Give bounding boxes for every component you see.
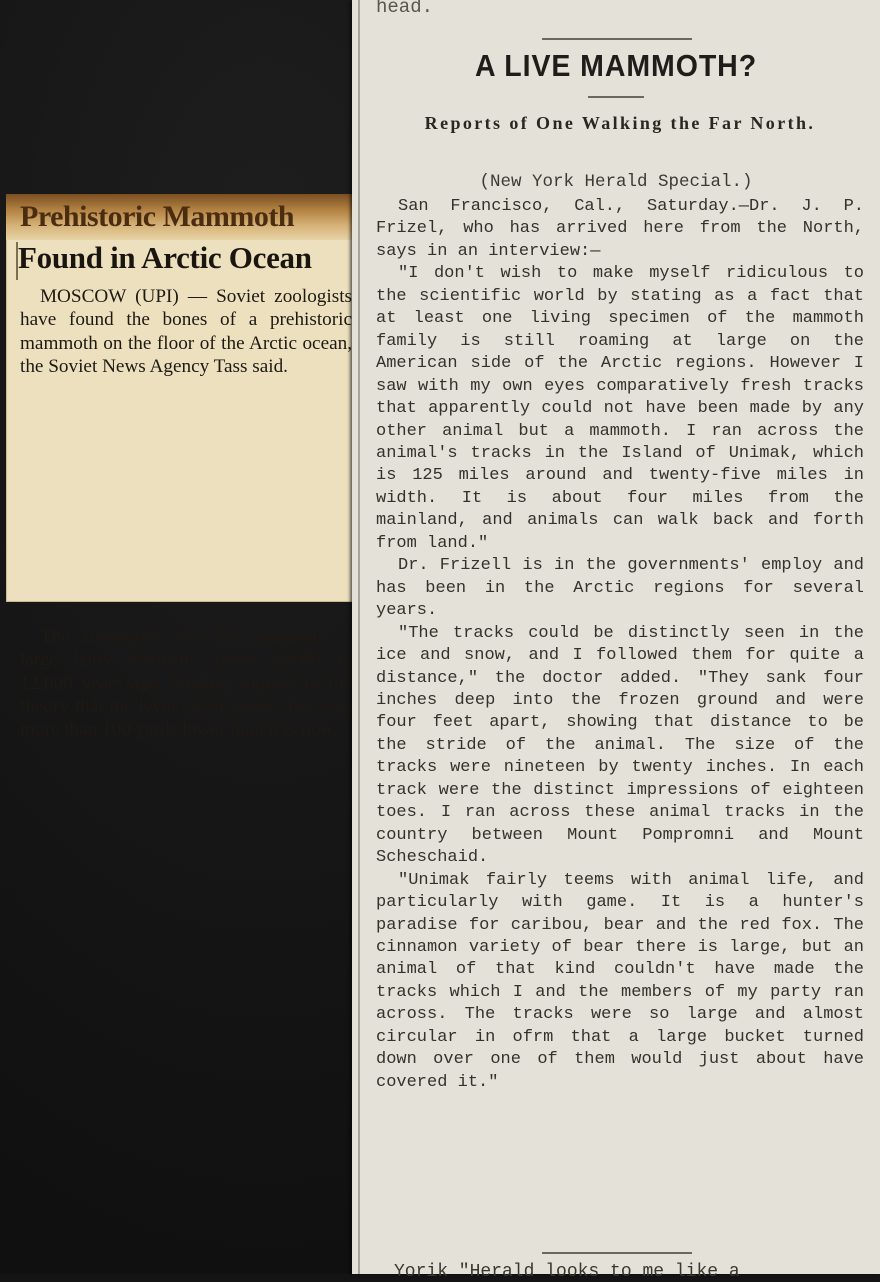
divider-top (542, 38, 692, 40)
article-subhead: Reports of One Walking the Far North. (424, 113, 816, 133)
newspaper-clipping-right (352, 0, 880, 1282)
newspaper-clipping-left (6, 194, 358, 741)
article-body (376, 196, 864, 1094)
headline-line-1: Prehistoric Mammoth (20, 200, 295, 233)
body-paragraph: "I don't wish to make myself ridiculous to the scientific world by stating as a fact that at least one living specimen of the mammoth family is still roaming at large on the American side of the Arctic regions. However I saw with my own eyes comparatively fresh tracks that apparently could not have been made by any other animal but a mammoth. I ran across the animal's tracks in the Island of Unimak, which is 125 miles around and twenty-five miles in width. It is about four miles from the mainland, and animals can walk back and forth from land." (376, 264, 864, 553)
article-title: A LIVE MAMMOTH? (474, 48, 758, 83)
cut-off-text-top: head. (376, 0, 434, 18)
divider-bottom (542, 1252, 692, 1254)
cut-off-text-bottom: Yorik "Herald looks to me like a (394, 1262, 740, 1282)
article-dateline-source: (New York Herald Special.) (479, 172, 753, 192)
body-paragraph: Dr. Frizell is in the governments' employ and has been in the Arctic regions for several years. (376, 556, 864, 621)
column-rule (16, 242, 18, 280)
divider-title (588, 96, 644, 98)
body-paragraph: San Francisco, Cal., Saturday.—Dr. J. P. Frizel, who has arrived here from the North, says in an interview:— (376, 197, 864, 261)
body-paragraph: "The tracks could be distinctly seen in the ice and snow, and I followed them for quite a distance," the doctor added. "They sank four inches deep into the frozen ground and were four feet apart, showing that distance to be the stride of the animal. The size of the tracks were nineteen by twenty inches. In each track were the distinct impressions of eighteen toes. I ran across these animal tracks in the country between Mount Pompromni and Mount Scheschaid. (376, 623, 864, 868)
body-paragraph: "Unimak fairly teems with animal life, and particularly with game. It is a hunter's paradise for caribou, bear and the red fox. The cinnamon variety of bear there is large, but an animal of that kind couldn't have made the tracks which I and the members of my party ran across. The tracks were so large and almost circular in ofrm that a large bucket turned down over one of them would just about have covered it." (376, 870, 864, 1092)
article-paragraph-2: The zoologists said the mammoth, a large hairy elephant, lived 11,000 to 12,000 years ago, lending support to the theory that the level of the ocean then was more than 100 yards lower than it is now. (20, 626, 352, 741)
headline-band (6, 194, 358, 240)
article-paragraph-1: MOSCOW (UPI) — Soviet zoologists have found the bones of a prehistoric mammoth on the floor of the Arctic ocean, the Soviet News Agency Tass said. (20, 286, 352, 377)
headline-line-2: Found in Arctic Ocean (18, 240, 312, 275)
